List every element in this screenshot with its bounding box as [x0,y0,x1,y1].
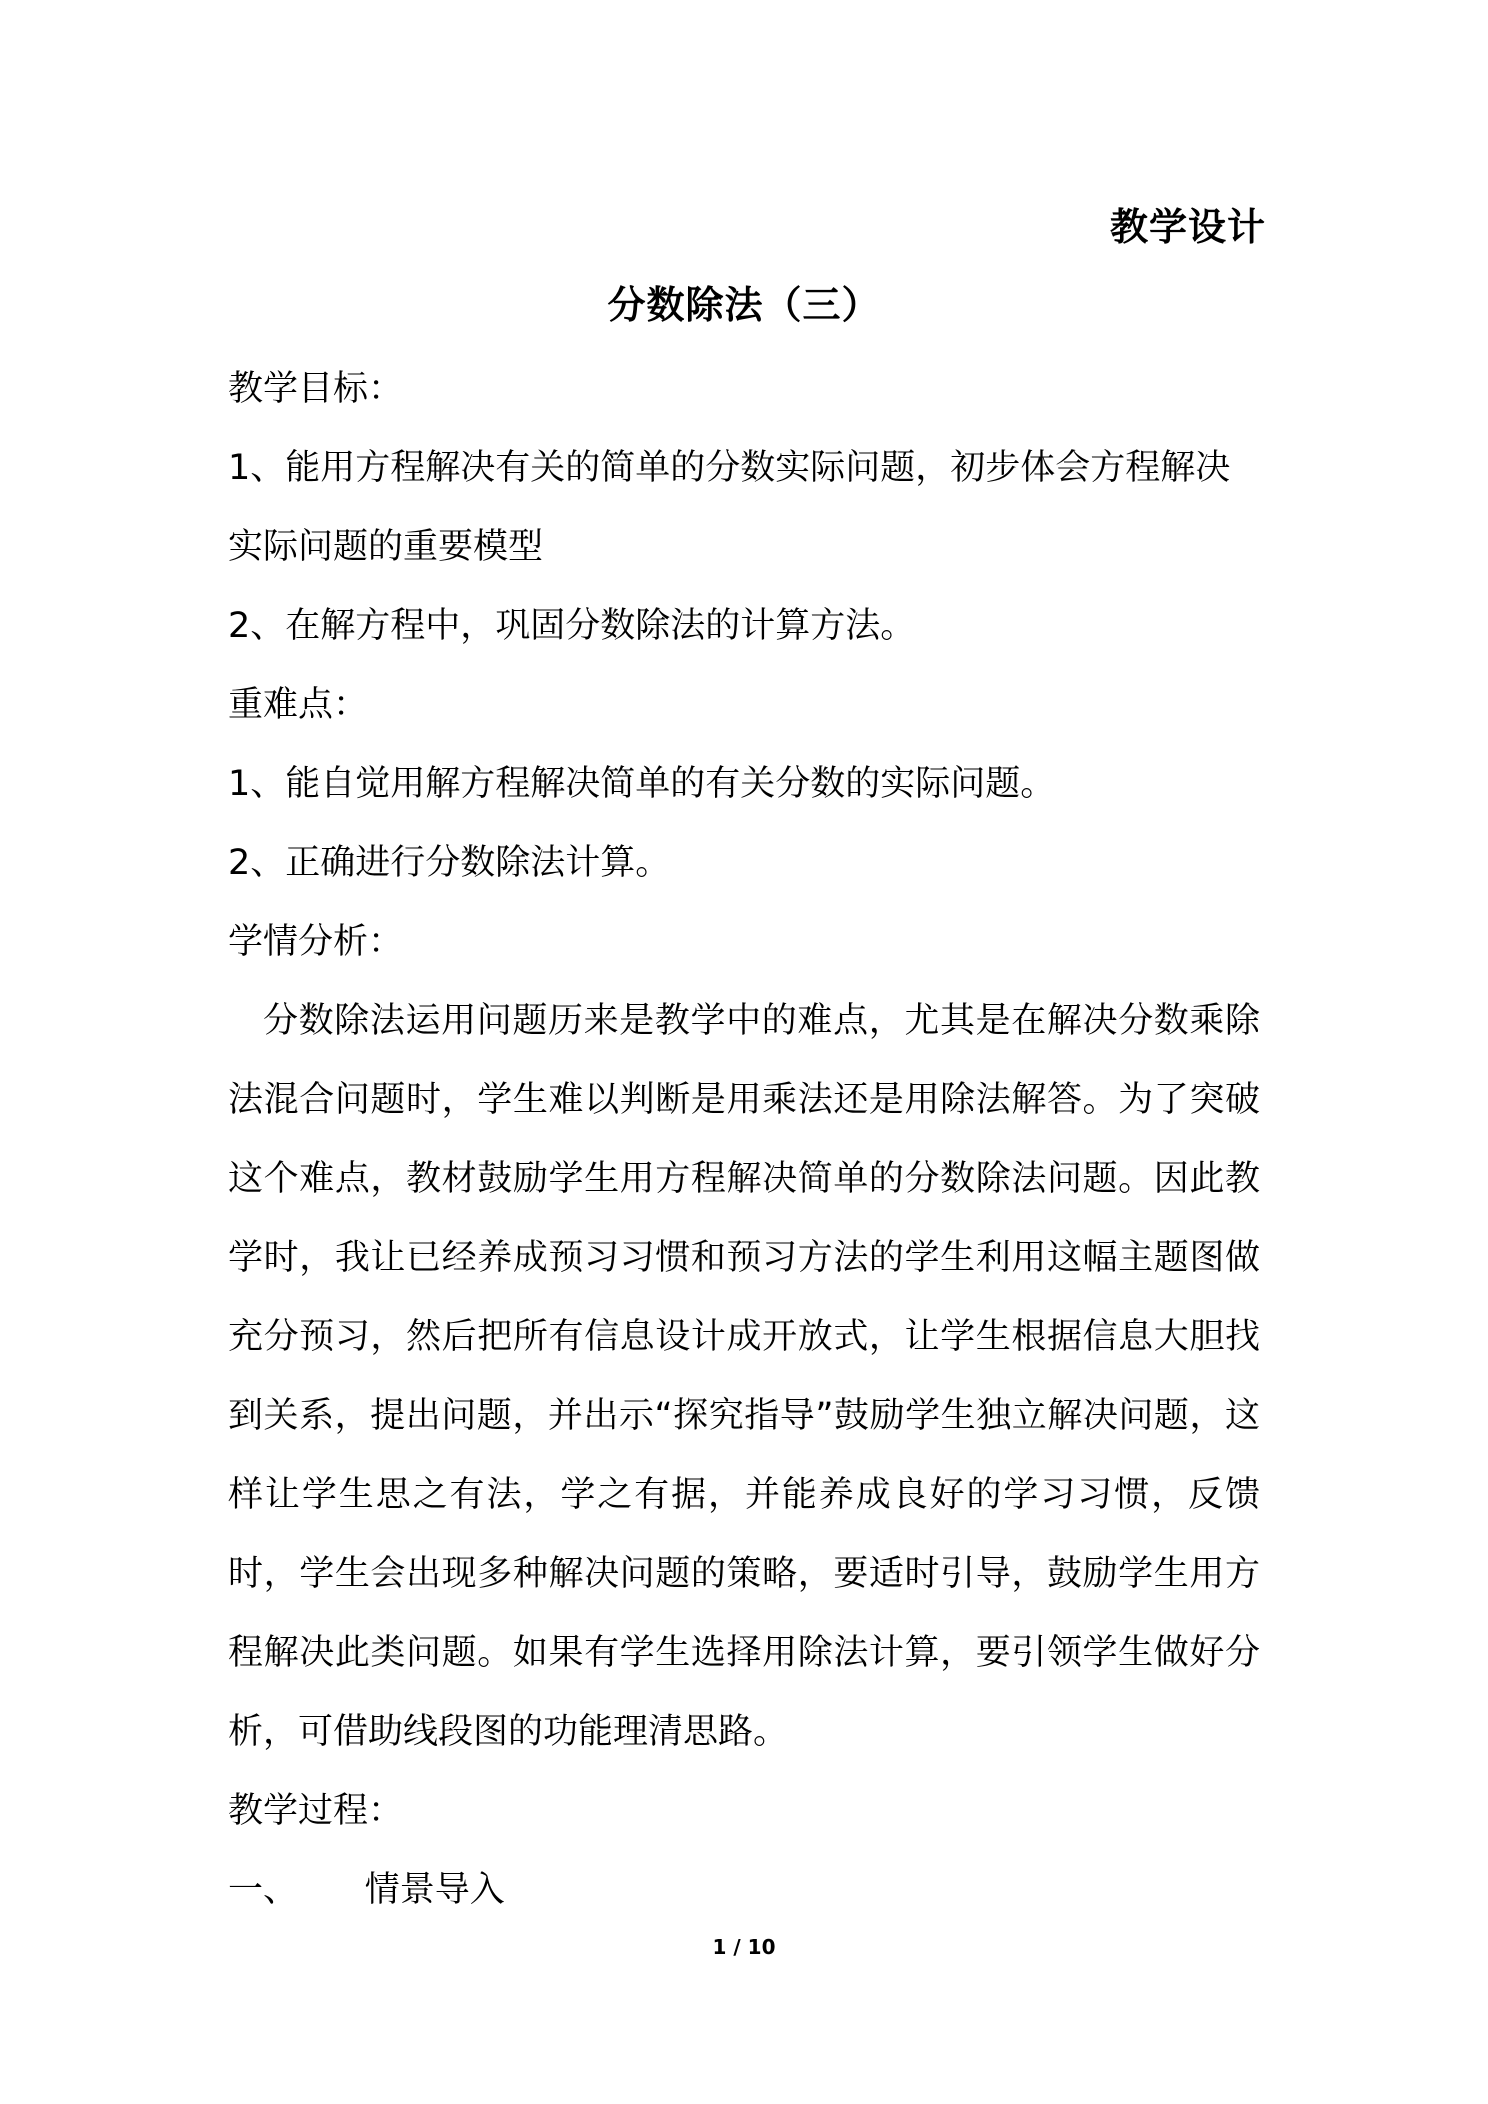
key-point-item-1: 1、能自觉用解方程解决简单的有关分数的实际问题。 [228,764,1056,804]
page-number: 1 / 10 [712,1935,776,1959]
process-step-1: 一、 情景导入 [228,1870,505,1910]
key-point-item-2: 2、正确进行分数除法计算。 [228,843,671,883]
document-type-label: 教学设计 [1109,205,1266,249]
process-heading: 教学过程： [228,1791,404,1831]
objective-item-1: 1、能用方程解决有关的简单的分数实际问题，初步体会方程解决实际问题的重要模型 [228,448,1231,567]
key-points-heading: 重难点： [228,685,369,725]
objectives-heading: 教学目标： [228,369,404,409]
objective-item-2: 2、在解方程中，巩固分数除法的计算方法。 [228,606,916,646]
document-body [228,350,1260,1930]
page-title: 分数除法（三） [607,283,881,327]
analysis-heading: 学情分析： [228,922,404,962]
analysis-paragraph: 分数除法运用问题历来是教学中的难点，尤其是在解决分数乘除法混合问题时，学生难以判断是用乘法还是用除法解答。为了突破这个难点，教材鼓励学生用方程解决简单的分数除法问题。因此教学时，我让已经养成预习习惯和预习方法的学生利用这幅主题图做充分预习，然后把所有信息设计成开放式，让学生根据信息大胆找到关系，提出问题，并出示“探究指导”鼓励学生独立解决问题，这样让学生思之有法，学之有据，并能养成良好的学习习惯，反馈时，学生会出现多种解决问题的策略，要适时引导，鼓励学生用方程解决此类问题。如果有学生选择用除法计算，要引领学生做好分析，可借助线段图的功能理清思路。 [228,1001,1260,1752]
